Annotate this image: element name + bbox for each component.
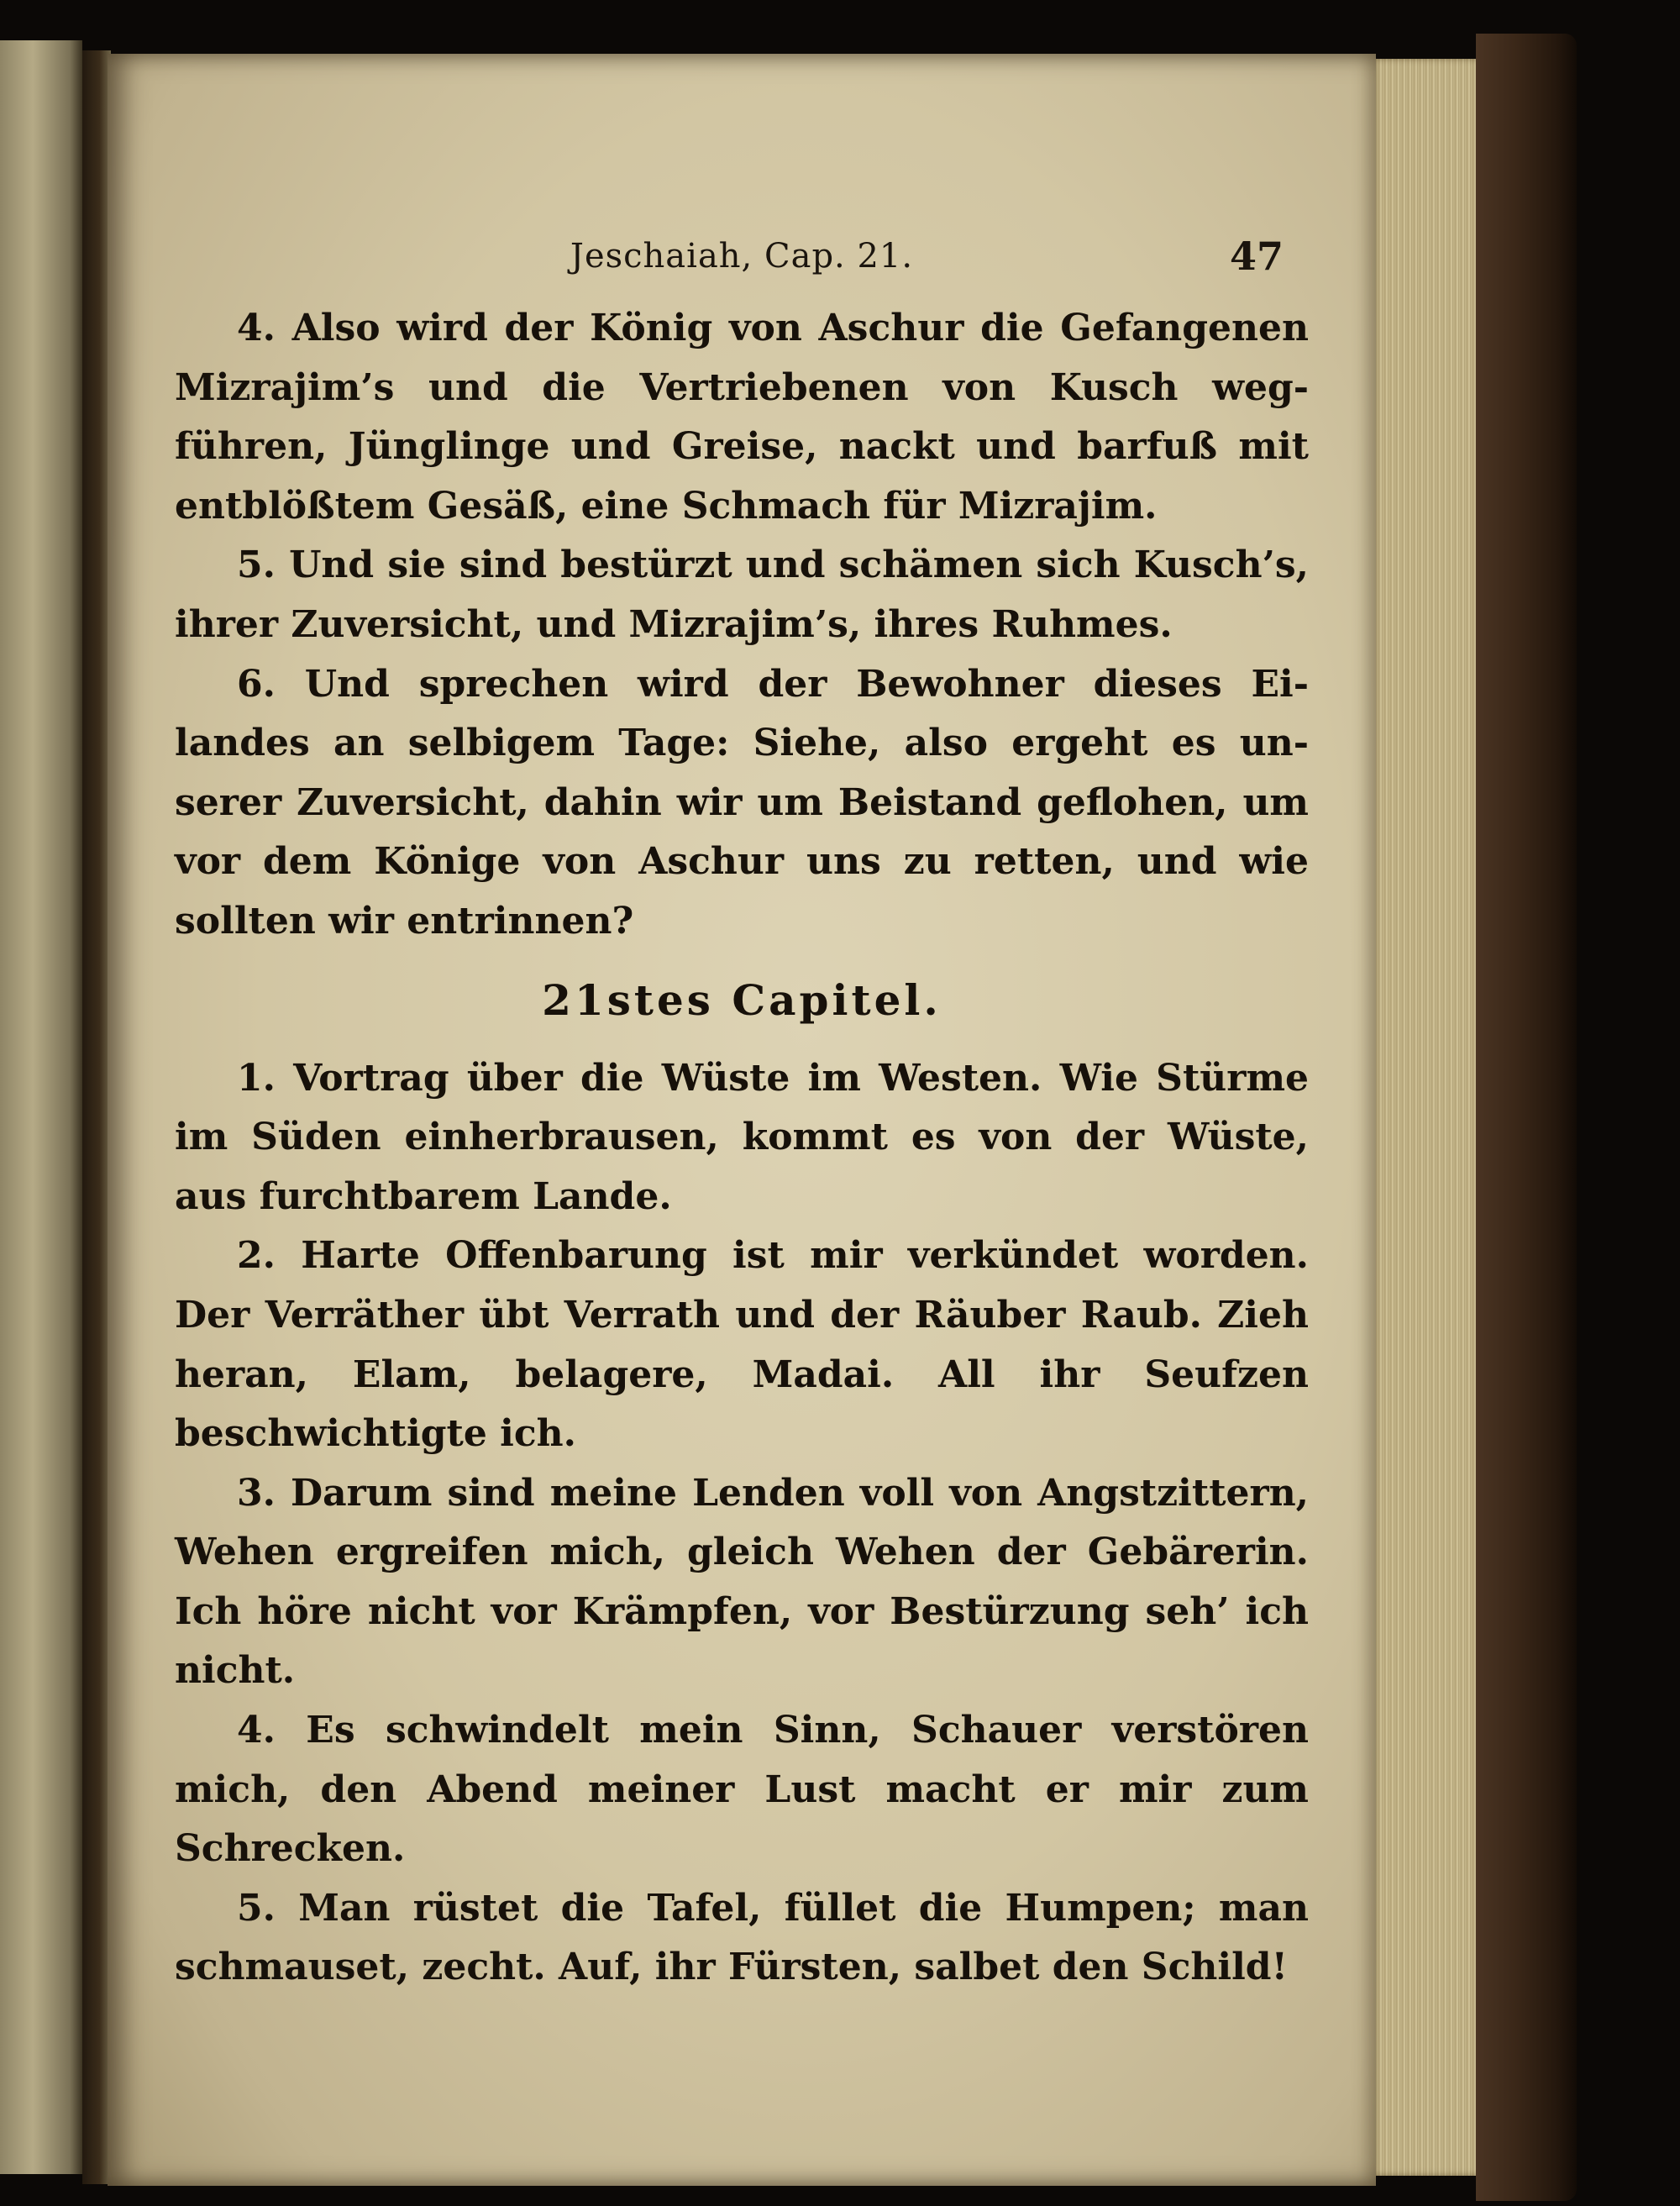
previous-page-edge [0, 40, 82, 2174]
book-page [108, 54, 1376, 2186]
text-block [175, 299, 1309, 1998]
verse-paragraph: 4. Also wird der König von Aschur die Gefangenen Mizrajim’s und die Vertriebenen von Kusch wegführen, Jünglinge und Greise, nackt und barfuß mit entblößtem Gesäß, eine Schmach für Mizrajim. [175, 307, 1309, 528]
verse-paragraph: 6. Und sprechen wird der Bewohner dieses Eilandes an selbigem Tage: Siehe, also ergeht es unserer Zuversicht, dahin wir um Beistand geflohen, um vor dem Könige von Aschur uns zu retten, und wie sollten wir entrinnen? [175, 662, 1309, 943]
verse-paragraph: 4. Es schwindelt mein Sinn, Schauer verstören mich, den Abend meiner Lust macht er mir zum Schrecken. [175, 1709, 1309, 1871]
verse-paragraph: 1. Vortrag über die Wüste im Westen. Wie Stürme im Süden einherbrausen, kommt es von der Wüste, aus furchtbarem Lande. [175, 1056, 1309, 1218]
page-number: 47 [1229, 234, 1284, 279]
running-head [108, 230, 1376, 281]
book-cover [1476, 34, 1577, 2201]
chapter-heading: 21stes Capitel. [542, 974, 942, 1025]
book-gutter [82, 50, 111, 2184]
verse-paragraph: 5. Und sie sind bestürzt und schämen sich Kusch’s, ihrer Zuversicht, und Mizrajim’s, ihres Ruhmes. [175, 544, 1309, 646]
page-block-edge [1371, 59, 1476, 2176]
verse-paragraph: 3. Darum sind meine Lenden voll von Angstzittern, Wehen ergreifen mich, gleich Wehen der Gebärerin. Ich höre nicht vor Krämpfen, vor Bestürzung seh’ ich nicht. [175, 1471, 1309, 1693]
verse-paragraph: 5. Man rüstet die Tafel, füllet die Humpen; man schmauset, zecht. Auf, ihr Fürsten, salbet den Schild! [175, 1886, 1309, 1989]
running-title: Jeschaiah, Cap. 21. [570, 237, 914, 276]
verse-paragraph: 2. Harte Offenbarung ist mir verkündet worden. Der Verräther übt Verrath und der Räuber Raub. Zieh heran, Elam, belagere, Madai. All ihr Seufzen beschwichtigte ich. [175, 1234, 1309, 1456]
